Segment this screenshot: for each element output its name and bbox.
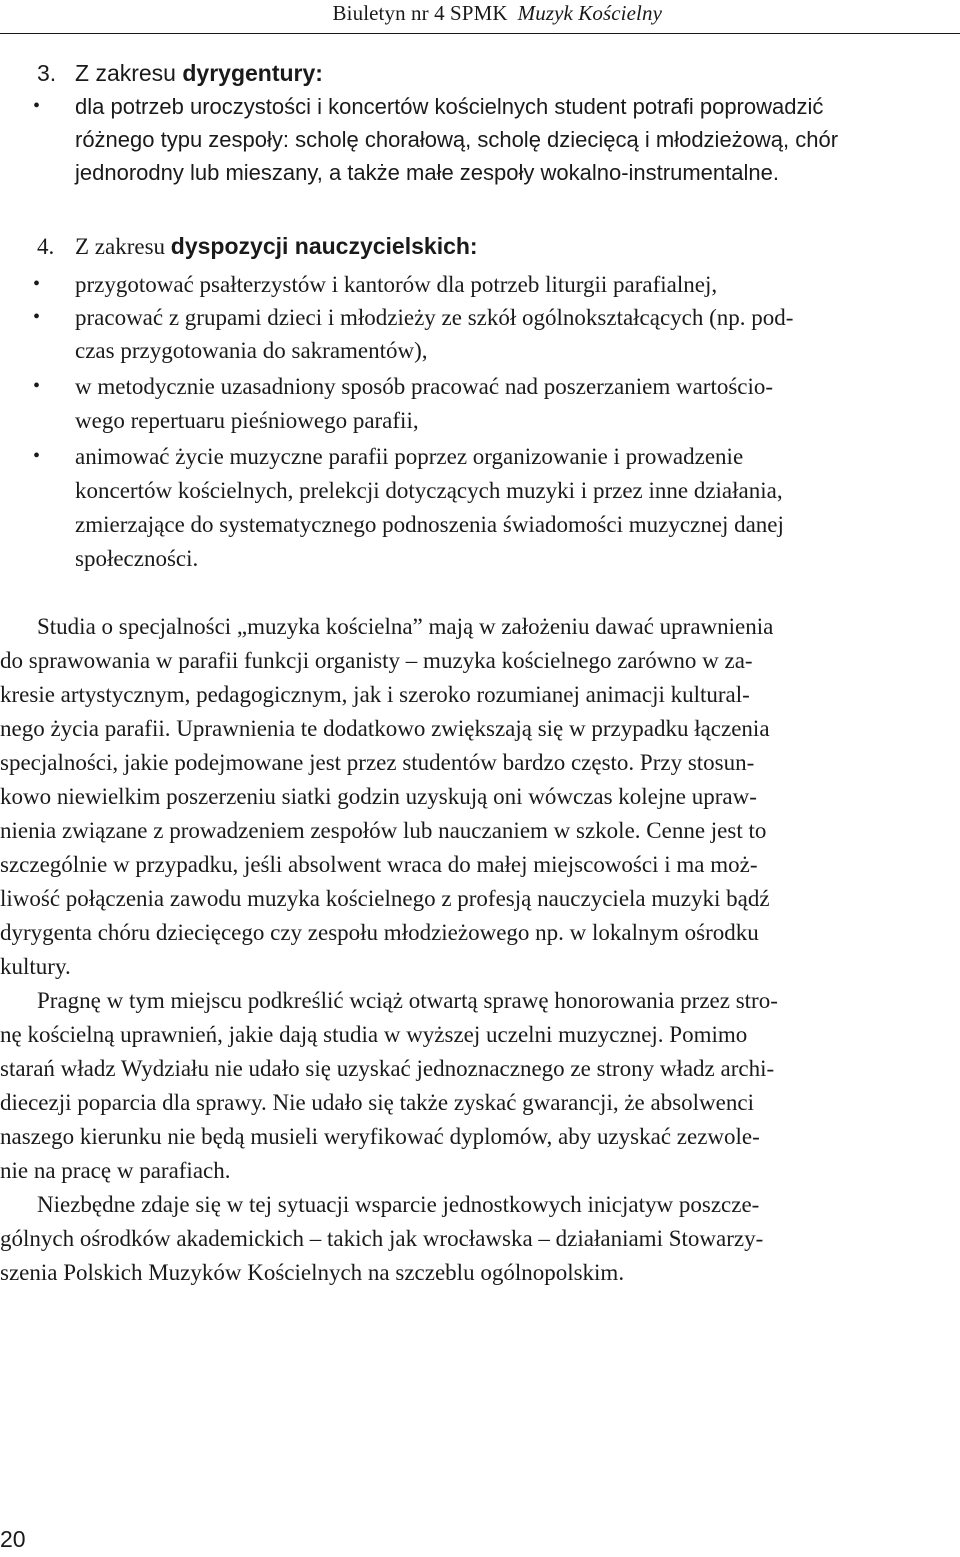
bullet-marker: • [33,306,41,328]
paragraph-line: Pragnę w tym miejscu podkreślić wciąż otwartą sprawę honorowania przez stro- [37,988,778,1013]
bulletin-label: Biuletyn nr 4 SPMK [332,1,508,25]
section-heading [37,57,323,90]
paragraph-line: nego życia parafii. Uprawnienia te dodatkowo zwiększają się w przypadku łączenia [0,716,770,741]
item-line: społeczności. [75,546,199,571]
header-rule [0,33,960,34]
item-line: jednorodny lub mieszany, a także małe zespoły wokalno-instrumentalne. [75,160,779,185]
paragraph-line: gólnych ośrodków akademickich – takich jak wrocławska – działaniami Stowarzy- [0,1226,764,1251]
bullet-marker: • [33,445,41,467]
bullet-marker: • [33,273,41,295]
item-line: pracować z grupami dzieci i młodzieży ze szkół ogólnokształcących (np. pod- [75,305,794,330]
bullet-marker: • [33,95,41,117]
paragraph-line: szenia Polskich Muzyków Kościelnych na szczeblu ogólnopolskim. [0,1260,625,1285]
paragraph-line: starań władz Wydziału nie udało się uzyskać jednoznacznego ze strony władz archi- [0,1056,775,1081]
item-line: czas przygotowania do sakramentów), [75,338,428,363]
paragraph-line: nienia związane z prowadzeniem zespołów lub nauczaniem w szkole. Cenne jest to [0,818,767,843]
journal-title: Muzyk Kościelny [517,1,662,25]
item-line: przygotować psałterzystów i kantorów dla potrzeb liturgii parafialnej, [75,272,718,297]
item-line: dla potrzeb uroczystości i koncertów kościelnych student potrafi poprowadzić [75,94,824,119]
paragraph-line: dyrygenta chóru dziecięcego czy zespołu młodzieżowego np. w lokalnym ośrodku [0,920,759,945]
paragraph-line: liwość połączenia zawodu muzyka kościelnego z profesją nauczyciela muzyki bądź [0,886,770,911]
paragraph-line: specjalności, jakie podejmowane jest przez studentów bardzo często. Przy stosun- [0,750,755,775]
section-title: dyrygentury: [182,60,323,86]
item-line: wego repertuaru pieśniowego parafii, [75,408,419,433]
bullet-marker: • [33,375,41,397]
item-line: koncertów kościelnych, prelekcji dotyczących muzyki i przez inne działania, [75,478,783,503]
section-title: dyspozycji nauczycielskich: [170,233,478,259]
item-line: różnego typu zespoły: scholę chorałową, scholę dziecięcą i młodzieżową, chór [75,127,839,152]
paragraph-line: Studia o specjalności „muzyka kościelna” mają w założeniu dawać uprawnienia [37,614,774,639]
section-number: 3. [37,60,57,86]
paragraph-line: nę kościelną uprawnień, jakie dają studia w wyższej uczelni muzycznej. Pomimo [0,1022,748,1047]
paragraph-line: kultury. [0,954,71,979]
paragraph-line: szczególnie w przypadku, jeśli absolwent wraca do małej miejscowości i ma moż- [0,852,758,877]
item-line: w metodycznie uzasadniony sposób pracować nad poszerzaniem wartościo- [75,374,774,399]
paragraph-line: do sprawowania w parafii funkcji organisty – muzyka kościelnego zarówno w za- [0,648,753,673]
item-line: animować życie muzyczne parafii poprzez organizowanie i prowadzenie [75,444,744,469]
section-heading [37,230,478,263]
section-number: 4. [37,234,55,259]
paragraph-line: kresie artystycznym, pedagogicznym, jak i szeroko rozumianej animacji kultural- [0,682,750,707]
paragraph-line: kowo niewielkim poszerzeniu siatki godzin uzyskują oni wówczas kolejne upraw- [0,784,757,809]
page-number: 20 [0,1526,26,1552]
paragraph-line: diecezji poparcia dla sprawy. Nie udało się także zyskać gwarancji, że absolwenci [0,1090,754,1115]
item-line: zmierzające do systematycznego podnoszenia świadomości muzycznej danej [75,512,784,537]
paragraph-line: nie na pracę w parafiach. [0,1158,231,1183]
section-intro: Z zakresu [75,234,171,259]
paragraph-line: Niezbędne zdaje się w tej sytuacji wsparcie jednostkowych inicjatyw poszcze- [37,1192,760,1217]
section-intro: Z zakresu [75,60,183,86]
running-header [333,0,662,26]
paragraph-line: naszego kierunku nie będą musieli weryfikować dyplomów, aby uzyskać zezwole- [0,1124,760,1149]
